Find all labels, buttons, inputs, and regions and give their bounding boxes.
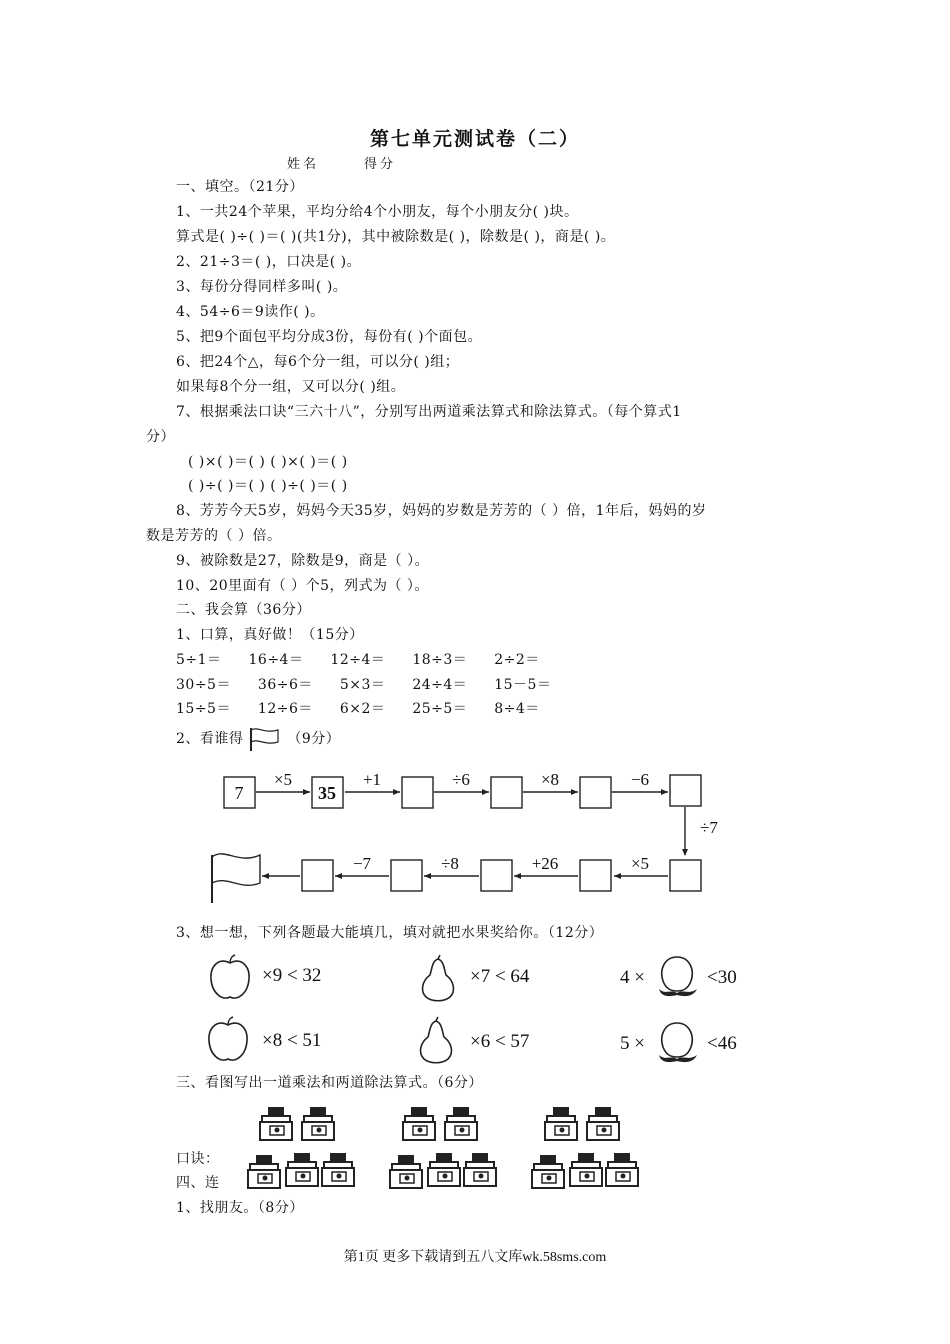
question-line: 7、根据乘法口诀“三六十八”，分别写出两道乘法算式和除法算式。（每个算式1: [176, 404, 682, 420]
ink-bottle-icon: [545, 1107, 577, 1140]
fruit-expression: <30: [707, 967, 737, 988]
calc-item: 12÷4＝: [330, 652, 386, 668]
flag-icon: [248, 726, 282, 752]
ink-bottle-icon: [260, 1107, 292, 1140]
question-line: 6、把24个△，每6个分一组，可以分( )组；: [176, 354, 460, 370]
fruit-expression: <46: [707, 1033, 737, 1054]
calc-item: 6×2＝: [339, 701, 386, 717]
chain-op: +26: [531, 854, 559, 873]
koujue-label: 口诀：: [176, 1151, 220, 1167]
apple-icon: [209, 1017, 247, 1060]
ink-bottle-icon: [570, 1153, 602, 1186]
question-line: ( )×( )＝( ) ( )×( )＝( ): [188, 454, 348, 470]
section-3-heading: 三、看图写出一道乘法和两道除法算式。（6分）: [176, 1075, 483, 1091]
chain-op: +1: [362, 770, 382, 789]
ink-bottle-icon: [445, 1107, 477, 1140]
question-line: 2、21÷3＝( )，口决是( )。: [176, 254, 362, 270]
chain-op: ÷6: [452, 770, 470, 789]
question-line: 4、54÷6＝9读作( )。: [176, 304, 325, 320]
ink-bottle-icon: [532, 1155, 564, 1188]
chain-box: [670, 860, 701, 891]
chain-box: [302, 860, 333, 891]
section-2-heading: 二、我会算（36分）: [176, 602, 311, 618]
chain-box: [391, 860, 422, 891]
chain-second-value: 35: [318, 783, 336, 803]
chain-box: [670, 775, 701, 806]
calc-row: [176, 651, 562, 669]
question-line: 5、把9个面包平均分成3份，每份有( )个面包。: [176, 329, 483, 345]
fruit-expression-pre: 4 ×: [620, 967, 645, 988]
fruit-question-heading: 3、想一想，下列各题最大能填几，填对就把水果奖给你。（12分）: [176, 925, 604, 941]
calc-item: 15÷5＝: [176, 701, 231, 717]
find-friends-heading: 1、找朋友。（8分）: [176, 1200, 304, 1216]
question-line: 8、芳芳今天5岁，妈妈今天35岁，妈妈的岁数是芳芳的（ ）倍，1年后，妈妈的岁: [176, 503, 707, 519]
calc-item: 5÷1＝: [176, 652, 222, 668]
section-4-heading: 四、连: [176, 1175, 220, 1191]
calc-item: 24÷4＝: [412, 677, 468, 693]
chain-start-value: 7: [234, 783, 244, 803]
ink-bottle-icon: [286, 1153, 318, 1186]
fruit-expression: ×6 < 57: [470, 1031, 530, 1052]
question-line: 分）: [146, 429, 175, 445]
calc-item: 36÷6＝: [257, 677, 313, 693]
question-line: 1、一共24个苹果，平均分给4个小朋友，每个小朋友分( )块。: [176, 204, 579, 220]
calc-item: 12÷6＝: [257, 701, 313, 717]
calc-row: [176, 676, 573, 694]
fruit-inequalities: [200, 945, 760, 1070]
name-label: 姓名: [287, 157, 320, 172]
ink-bottle-icon: [302, 1107, 334, 1140]
question-line: 3、每份分得同样多叫( )。: [176, 279, 348, 295]
chain-box: [580, 860, 611, 891]
question-line: 10、20里面有（ ）个5，列式为（ ）。: [176, 578, 429, 594]
question-line: 算式是( )÷( )＝( )(共1分)，其中被除数是( )，除数是( )，商是( )。: [176, 229, 616, 245]
chain-op: −7: [352, 854, 372, 873]
section-1-heading: 一、填空。（21分）: [176, 179, 304, 195]
ink-bottle-icon: [390, 1155, 422, 1188]
chain-box: [580, 777, 611, 808]
ink-bottle-groups: [240, 1105, 650, 1195]
ink-bottle-icon: [248, 1155, 280, 1188]
chain-op: ÷8: [441, 854, 459, 873]
peach-icon: [659, 1023, 697, 1062]
ink-bottle-icon: [587, 1107, 619, 1140]
page-title: 第七单元测试卷（二）: [369, 128, 580, 150]
apple-icon: [211, 955, 249, 998]
calc-item: 5×3＝: [339, 677, 386, 693]
calc-item: 15－5＝: [494, 677, 552, 693]
chain-op: ×8: [540, 770, 560, 789]
score-label: 得分: [364, 157, 397, 172]
ink-bottle-icon: [403, 1107, 435, 1140]
flag-game-points: （9分）: [287, 731, 341, 747]
fruit-expression: ×9 < 32: [262, 965, 322, 986]
question-line: ( )÷( )＝( ) ( )÷( )＝( ): [188, 478, 348, 494]
chain-op: ÷7: [700, 818, 718, 837]
chain-op: ×5: [630, 854, 650, 873]
chain-box: [491, 777, 522, 808]
calc-item: 30÷5＝: [176, 677, 231, 693]
pear-icon: [421, 1017, 452, 1063]
ink-bottle-icon: [322, 1153, 354, 1186]
oral-calc-heading: 1、口算，真好做！（15分）: [176, 627, 364, 643]
arithmetic-chain: [200, 765, 740, 910]
peach-icon: [659, 957, 697, 996]
question-line: 9、被除数是27，除数是9，商是（ ）。: [176, 553, 430, 569]
chain-op: −6: [630, 770, 650, 789]
flag-game-label: 2、看谁得: [176, 731, 244, 747]
fruit-expression-pre: 5 ×: [620, 1033, 645, 1054]
fruit-expression: ×7 < 64: [470, 966, 530, 987]
page-footer: 第1页 更多下载请到五八文库wk.58sms.com: [343, 1250, 607, 1265]
ink-bottle-icon: [428, 1153, 460, 1186]
calc-item: 18÷3＝: [412, 652, 468, 668]
calc-row: [176, 700, 562, 718]
ink-bottle-icon: [464, 1153, 496, 1186]
question-line: 如果每8个分一组，又可以分( )组。: [176, 379, 406, 395]
pear-icon: [423, 955, 454, 1001]
flag-game-heading: [176, 726, 340, 752]
chain-box: [402, 777, 433, 808]
calc-item: 2÷2＝: [494, 652, 540, 668]
chain-op: ×5: [273, 770, 293, 789]
calc-item: 8÷4＝: [494, 701, 540, 717]
fruit-expression: ×8 < 51: [262, 1030, 322, 1051]
ink-bottle-icon: [606, 1153, 638, 1186]
chain-box: [481, 860, 512, 891]
calc-item: 16÷4＝: [248, 652, 304, 668]
calc-item: 25÷5＝: [412, 701, 468, 717]
question-line: 数是芳芳的（ ）倍。: [146, 528, 282, 544]
